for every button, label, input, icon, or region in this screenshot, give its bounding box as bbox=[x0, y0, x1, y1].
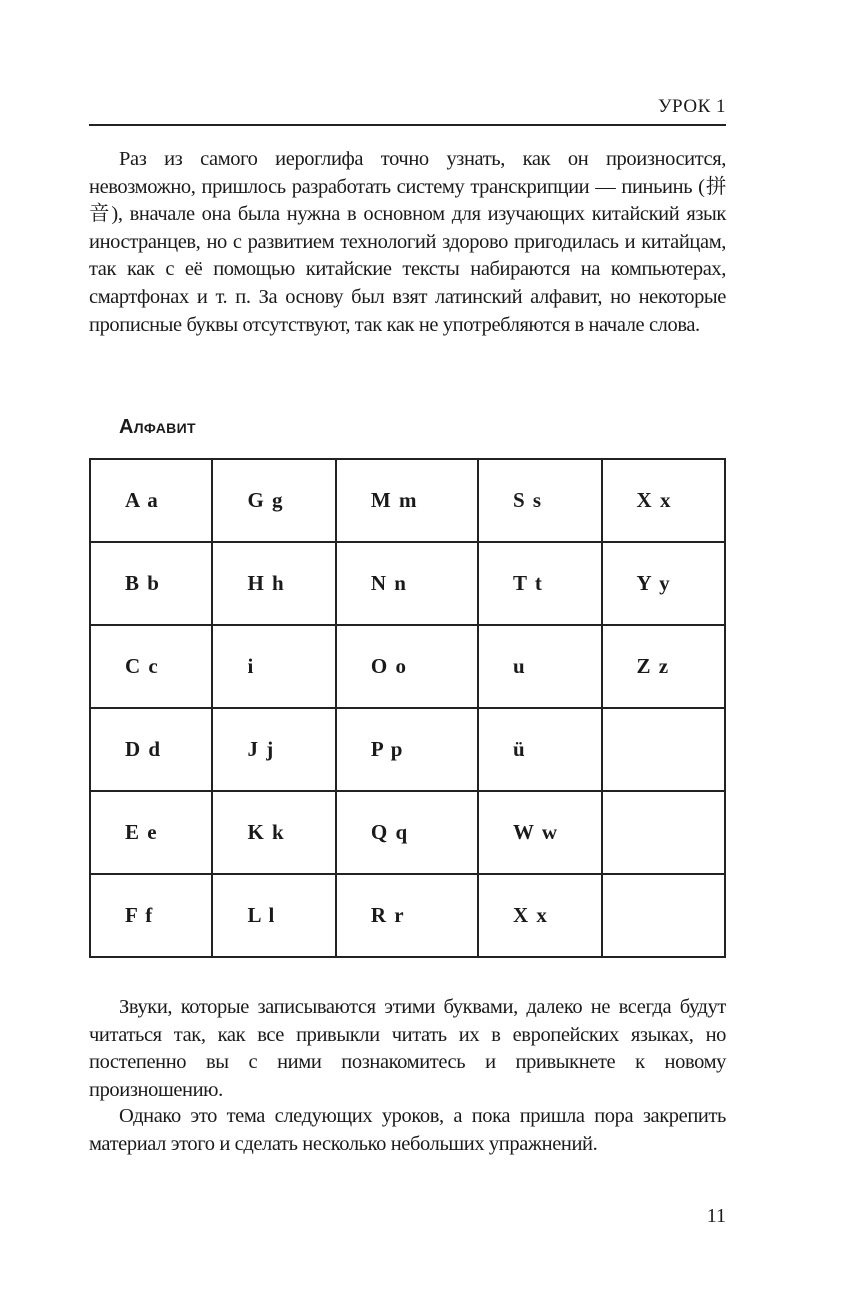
table-row bbox=[90, 708, 725, 791]
table-cell-empty bbox=[602, 791, 725, 874]
paragraph-sounds: Звуки, которые записываются этими буквами, далеко не всегда будут читаться так, как все привыкли читать их в европейских языках, но постепенно вы с ними познакомитесь и привыкнете к новому произношению. bbox=[89, 996, 726, 1101]
table-row bbox=[90, 874, 725, 957]
table-cell: C c bbox=[90, 625, 212, 708]
table-cell: Y y bbox=[602, 542, 725, 625]
paragraph-conclusion: Однако это тема следующих уроков, а пока пришла пора закрепить материал этого и сделать несколько небольших упражнений. bbox=[89, 1105, 726, 1155]
table-cell: Z z bbox=[602, 625, 725, 708]
page-number: 11 bbox=[706, 1205, 726, 1227]
table-cell: W w bbox=[478, 791, 602, 874]
table-cell: X x bbox=[602, 459, 725, 542]
table-cell: B b bbox=[90, 542, 212, 625]
table-cell: T t bbox=[478, 542, 602, 625]
table-cell: Q q bbox=[336, 791, 478, 874]
table-cell: G g bbox=[212, 459, 335, 542]
table-cell: N n bbox=[336, 542, 478, 625]
table-row bbox=[90, 625, 725, 708]
table-cell: J j bbox=[212, 708, 335, 791]
table-cell: ü bbox=[478, 708, 602, 791]
table-cell: H h bbox=[212, 542, 335, 625]
header-rule bbox=[89, 124, 726, 126]
table-row bbox=[90, 542, 725, 625]
table-cell-empty bbox=[602, 874, 725, 957]
section-title: Алфавит bbox=[119, 416, 196, 438]
table-cell-empty bbox=[602, 708, 725, 791]
alphabet-table bbox=[89, 458, 726, 958]
table-cell: X x bbox=[478, 874, 602, 957]
table-cell: E e bbox=[90, 791, 212, 874]
table-cell: L l bbox=[212, 874, 335, 957]
table-cell: A a bbox=[90, 459, 212, 542]
table-cell: K k bbox=[212, 791, 335, 874]
table-cell: S s bbox=[478, 459, 602, 542]
table-row bbox=[90, 459, 725, 542]
table-cell: u bbox=[478, 625, 602, 708]
running-head: УРОК 1 bbox=[658, 96, 726, 117]
table-cell: O o bbox=[336, 625, 478, 708]
table-cell: R r bbox=[336, 874, 478, 957]
table-cell: M m bbox=[336, 459, 478, 542]
paragraph-intro: Раз из самого иероглифа точно узнать, как он произносится, невозможно, пришлось разработать систему транскрипции — пиньинь (拼音), вначале она была нужна в основном для изучающих китайский язык иностранцев, но с развитием технологий здорово пригодилась и китайцам, так как с её помощью китайские тексты набираются на компьютерах, смартфонах и т. п. За основу был взят латинский алфавит, но некоторые прописные буквы отсутствуют, так как не употребляются в начале слова. bbox=[89, 148, 726, 336]
table-row bbox=[90, 791, 725, 874]
table-cell: F f bbox=[90, 874, 212, 957]
table-cell: D d bbox=[90, 708, 212, 791]
table-cell: i bbox=[212, 625, 335, 708]
table-cell: P p bbox=[336, 708, 478, 791]
